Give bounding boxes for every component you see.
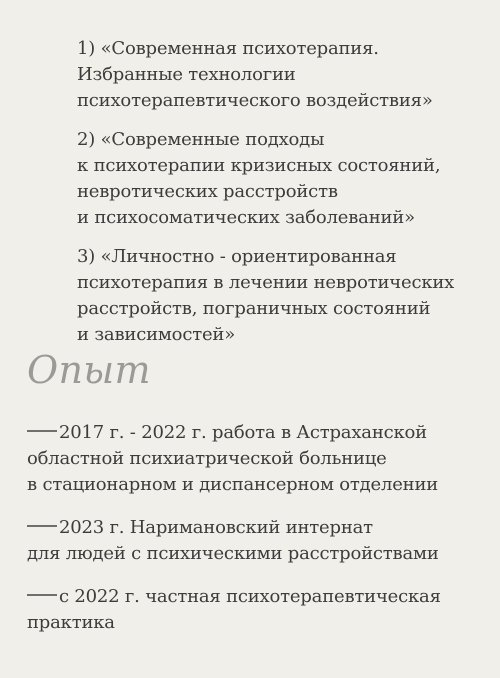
course-text-line: 3) «Личностно - ориентированная bbox=[77, 246, 397, 267]
experience-text-line: для людей с психическими расстройствами bbox=[27, 543, 439, 564]
experience-heading: Опыт bbox=[27, 348, 151, 392]
courses-list bbox=[77, 36, 487, 361]
experience-text-line bbox=[27, 420, 492, 446]
course-text-line: 2) «Современные подходы bbox=[77, 129, 325, 150]
experience-text: с 2022 г. частная психотерапевтическая bbox=[59, 586, 441, 607]
course-text-line: Избранные технологии bbox=[77, 64, 296, 85]
course-item-3 bbox=[77, 244, 487, 348]
experience-item-1 bbox=[27, 420, 492, 498]
experience-text: 2017 г. - 2022 г. работа в Астраханской bbox=[59, 422, 427, 443]
dash-bullet-icon bbox=[27, 525, 57, 527]
experience-text-line: областной психиатрической больнице bbox=[27, 448, 387, 469]
course-text-line: расстройств, пограничных состояний bbox=[77, 298, 431, 319]
experience-list bbox=[27, 420, 492, 653]
experience-item-3 bbox=[27, 584, 492, 636]
dash-bullet-icon bbox=[27, 430, 57, 432]
course-item-2 bbox=[77, 127, 487, 231]
dash-bullet-icon bbox=[27, 594, 57, 596]
course-item-1 bbox=[77, 36, 487, 114]
course-text-line: психотерапия в лечении невротических bbox=[77, 272, 455, 293]
experience-text-line: практика bbox=[27, 612, 115, 633]
experience-item-2 bbox=[27, 515, 492, 567]
experience-text: 2023 г. Наримановский интернат bbox=[59, 517, 373, 538]
experience-text-line: в стационарном и диспансерном отделении bbox=[27, 474, 439, 495]
course-text-line: и психосоматических заболеваний» bbox=[77, 207, 415, 228]
course-text-line: и зависимостей» bbox=[77, 324, 236, 345]
experience-text-line bbox=[27, 584, 492, 610]
course-text-line: к психотерапии кризисных состояний, bbox=[77, 155, 441, 176]
course-text-line: невротических расстройств bbox=[77, 181, 338, 202]
course-text-line: психотерапевтического воздействия» bbox=[77, 90, 433, 111]
experience-text-line bbox=[27, 515, 492, 541]
course-text-line: 1) «Современная психотерапия. bbox=[77, 38, 379, 59]
